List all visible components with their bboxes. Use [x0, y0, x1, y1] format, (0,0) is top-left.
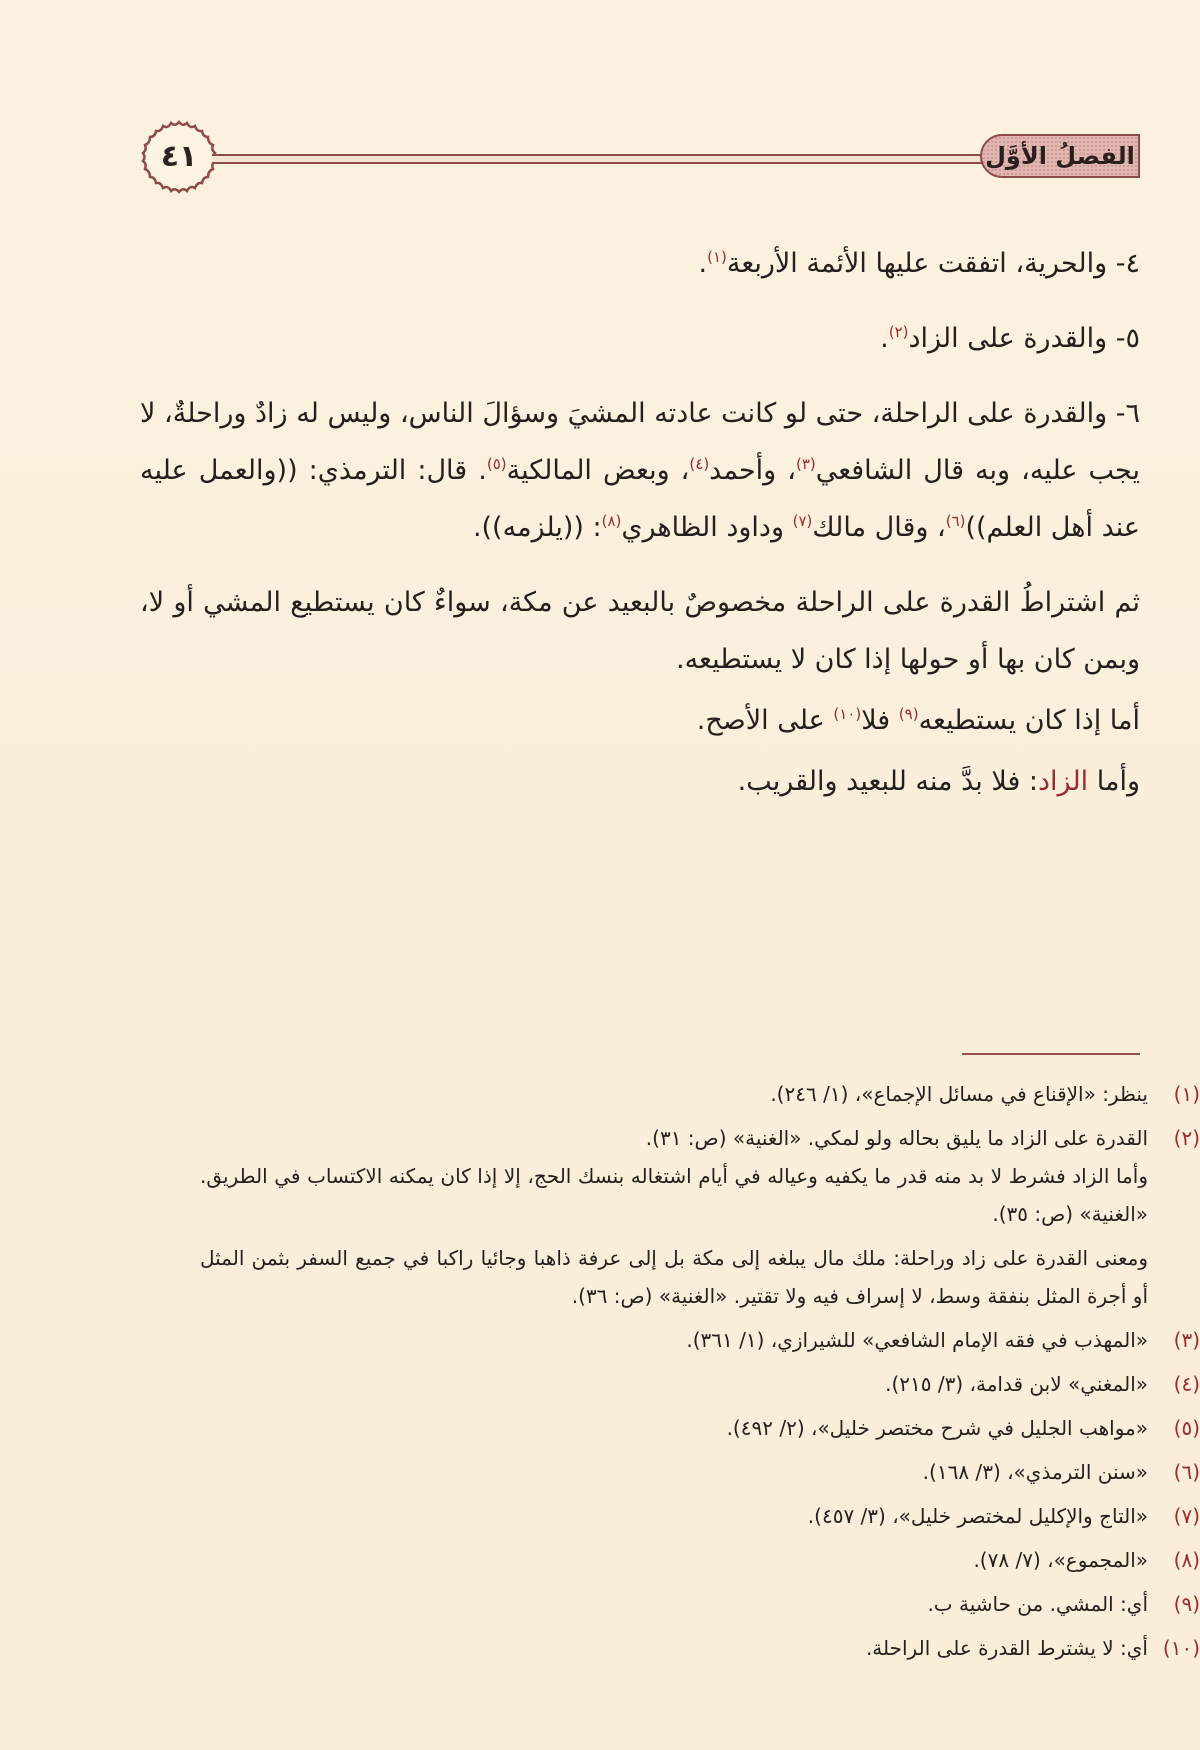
paragraph-condition-4	[140, 235, 1140, 292]
footnote-ref[interactable]: (٩)	[898, 705, 919, 723]
paragraph-text: وداود الظاهري	[621, 512, 793, 543]
footnote-item	[140, 1365, 1200, 1403]
paragraph-text: . قال: الترمذي: ((والعمل عليه عند أهل العلم))	[140, 455, 1140, 543]
footnote-number: (٢)	[1173, 1126, 1200, 1150]
footnote-ref[interactable]: (٥)	[486, 455, 507, 473]
footnote-text: ومعنى القدرة على زاد وراحلة: ملك مال يبلغه إلى مكة بل إلى عرفة ذاهبا وجائيا راكبا في جميع السفر بثمن المثل أو أجرة المثل بنفقة وسط، لا إسراف فيه ولا تقتير. «الغنية» (ص: ٣٦).	[200, 1246, 1148, 1308]
paragraph-text: فلا	[861, 705, 899, 736]
highlighted-term: الزاد	[1038, 766, 1089, 797]
footnote-number: (٣)	[1173, 1328, 1200, 1352]
footnote-text: «المهذب في فقه الإمام الشافعي» للشيرازي، (١/ ٣٦١).	[686, 1328, 1148, 1352]
footnote-number: (٧)	[1173, 1504, 1200, 1528]
paragraph-text: : فلا بدَّ منه للبعيد والقريب.	[737, 766, 1039, 797]
footnote-text: «مواهب الجليل في شرح مختصر خليل»، (٢/ ٤٩٢).	[726, 1416, 1148, 1440]
footnote-number: (١)	[1173, 1082, 1200, 1106]
paragraph-text: ٥- والقدرة على الزاد	[908, 323, 1140, 354]
footnote-text: وأما الزاد فشرط لا بد منه قدر ما يكفيه وعياله في أيام اشتغاله بنسك الحج، إلا إذا كان يمكنه الاكتساب في الطريق. «الغنية» (ص: ٣٥).	[200, 1164, 1148, 1226]
paragraph-provisions	[140, 753, 1140, 810]
footnote-ref[interactable]: (٦)	[945, 512, 966, 530]
footnote-ref[interactable]: (٤)	[689, 455, 710, 473]
header-divider	[212, 154, 990, 164]
paragraph-condition-5	[140, 310, 1140, 367]
paragraph-text: أما إذا كان يستطيعه	[918, 705, 1140, 736]
footnote-number: (٥)	[1173, 1416, 1200, 1440]
footnote-text: ينظر: «الإقناع في مسائل الإجماع»، (١/ ٢٤٦).	[770, 1082, 1148, 1106]
footnote-ref[interactable]: (١٠)	[833, 705, 862, 723]
footnote-number: (٦)	[1173, 1460, 1200, 1484]
paragraph-text: .	[698, 248, 708, 279]
main-text	[140, 235, 1140, 828]
paragraph-text: : ((يلزمه)).	[472, 512, 602, 543]
footnote-item	[140, 1497, 1200, 1535]
footnote-item	[140, 1321, 1200, 1359]
footnote-text: «سنن الترمذي»، (٣/ ١٦٨).	[922, 1460, 1148, 1484]
footnote-ref[interactable]: (٢)	[888, 323, 909, 341]
paragraph-text: وأما	[1088, 766, 1140, 797]
paragraph-text: .	[880, 323, 889, 354]
paragraph-text: ، وقال مالك	[812, 512, 946, 543]
footnote-text: «التاج والإكليل لمختصر خليل»، (٣/ ٤٥٧).	[807, 1504, 1148, 1528]
paragraph-text: ثم اشتراطُ القدرة على الراحلة مخصوصٌ بالبعيد عن مكة، سواءٌ كان يستطيع المشي أو لا، وبمن كان بها أو حولها إذا كان لا يستطيعه.	[140, 587, 1140, 675]
footnotes	[140, 1075, 1200, 1673]
chapter-title-tab: الفصلُ الأوَّل	[980, 134, 1140, 178]
footnote-text: «المجموع»، (٧/ ٧٨).	[973, 1548, 1148, 1572]
footnote-text: أي: لا يشترط القدرة على الراحلة.	[865, 1636, 1148, 1660]
footnote-ref[interactable]: (١)	[707, 248, 727, 266]
footnote-item	[140, 1629, 1200, 1667]
footnote-ref[interactable]: (٣)	[795, 455, 816, 473]
footnote-number: (١٠)	[1162, 1636, 1200, 1660]
footnote-ref[interactable]: (٨)	[601, 512, 622, 530]
footnote-number: (٨)	[1173, 1548, 1200, 1572]
footnote-item	[140, 1075, 1200, 1113]
footnote-ref[interactable]: (٧)	[792, 512, 813, 530]
footnote-item	[140, 1409, 1200, 1447]
page-number: ٤١	[160, 139, 198, 174]
footnote-separator	[962, 1053, 1140, 1055]
footnote-item	[140, 1541, 1200, 1579]
page-header	[140, 118, 1140, 198]
paragraph-if-able	[140, 692, 1140, 749]
footnote-item	[140, 1453, 1200, 1491]
paragraph-text: ، وبعض المالكية	[506, 455, 690, 486]
paragraph-text: ، وأحمد	[709, 455, 796, 486]
paragraph-condition-6	[140, 385, 1140, 556]
page-number-badge	[140, 118, 218, 196]
footnote-number: (٤)	[1173, 1372, 1200, 1396]
paragraph-riding-condition	[140, 574, 1140, 688]
footnote-item	[140, 1585, 1200, 1623]
footnote-text: أي: المشي. من حاشية ب.	[927, 1592, 1148, 1616]
footnote-item	[140, 1119, 1200, 1315]
footnote-number: (٩)	[1173, 1592, 1200, 1616]
paragraph-text: ٤- والحرية، اتفقت عليها الأئمة الأربعة	[726, 248, 1140, 279]
paragraph-text: على الأصح.	[696, 705, 834, 736]
footnote-text: القدرة على الزاد ما يليق بحاله ولو لمكي. «الغنية» (ص: ٣١).	[645, 1126, 1148, 1150]
footnote-text: «المغني» لابن قدامة، (٣/ ٢١٥).	[885, 1372, 1148, 1396]
paragraph-text: ٦- والقدرة على الراحلة، حتى لو كانت عادته المشيَ وسؤالَ الناس، وليس له زادٌ وراحلةٌ، لا يجب عليه، وبه قال الشافعي	[140, 398, 1140, 486]
